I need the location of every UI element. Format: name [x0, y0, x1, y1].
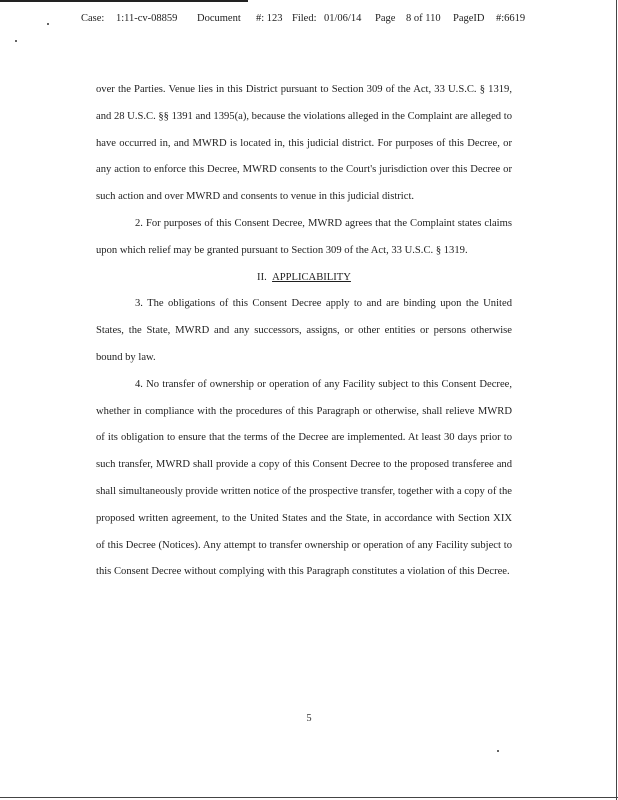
document-number: #: 123 — [256, 13, 283, 24]
filed-label: Filed: — [292, 13, 317, 24]
paragraph-3: 3. The obligations of this Consent Decree apply to and are binding upon the United States, the State, MWRD and any successors, assigns, or other entities or persons otherwise bound by law. — [96, 298, 512, 363]
scan-border-top — [0, 0, 248, 2]
scan-border-bottom — [0, 797, 618, 798]
case-label: Case: — [81, 13, 105, 24]
page-number: 5 — [306, 713, 312, 724]
scan-speck — [47, 23, 49, 25]
pageid-value: #:6619 — [496, 13, 526, 24]
document-body — [96, 77, 512, 586]
scan-border-right — [616, 0, 617, 800]
filed-date: 01/06/14 — [324, 13, 362, 24]
section-heading-title: APPLICABILITY — [272, 271, 351, 283]
section-heading-number: II. — [257, 271, 267, 283]
case-number: 1:11-cv-08859 — [116, 13, 178, 24]
scan-speck — [497, 750, 499, 752]
paragraph-4: 4. No transfer of ownership or operation of any Facility subject to this Consent Decree, whether in compliance with the procedures of this Paragraph or otherwise, shall relieve MWRD of its obligation to ensure that the terms of the Decree are implemented. At least 30 days prior to such transfer, MWRD shall provide a copy of this Consent Decree to the proposed transferee and shall simultaneously provide written notice of the prospective transfer, together with a copy of the proposed written agreement, to the United States and the State, in accordance with Section XIX of this Decree (Notices). Any attempt to transfer ownership or operation of any Facility subject to this Consent Decree without complying with this Paragraph constitutes a violation of this Decree. — [96, 378, 512, 578]
paragraph-2: 2. For purposes of this Consent Decree, MWRD agrees that the Complaint states claims upon which relief may be granted pursuant to Section 309 of the Act, 33 U.S.C. § 1319. — [96, 217, 512, 256]
page-of: 8 of 110 — [406, 13, 441, 24]
page-label: Page — [375, 13, 396, 24]
scan-speck — [15, 40, 17, 42]
pageid-label: PageID — [453, 13, 485, 24]
section-heading — [96, 265, 512, 292]
paragraph-continuation: over the Parties. Venue lies in this District pursuant to Section 309 of the Act, 33 U.S.C. § 1319, and 28 U.S.C. §§ 1391 and 1395(a), because the violations alleged in the Complaint are alleged to have occurred in, and MWRD is located in, this judicial district. For purposes of this Decree, or any action to enforce this Decree, MWRD consents to the Court's jurisdiction over this Decree or such action and over MWRD and consents to venue in this judicial district. — [96, 84, 512, 203]
document-label: Document — [197, 13, 241, 24]
